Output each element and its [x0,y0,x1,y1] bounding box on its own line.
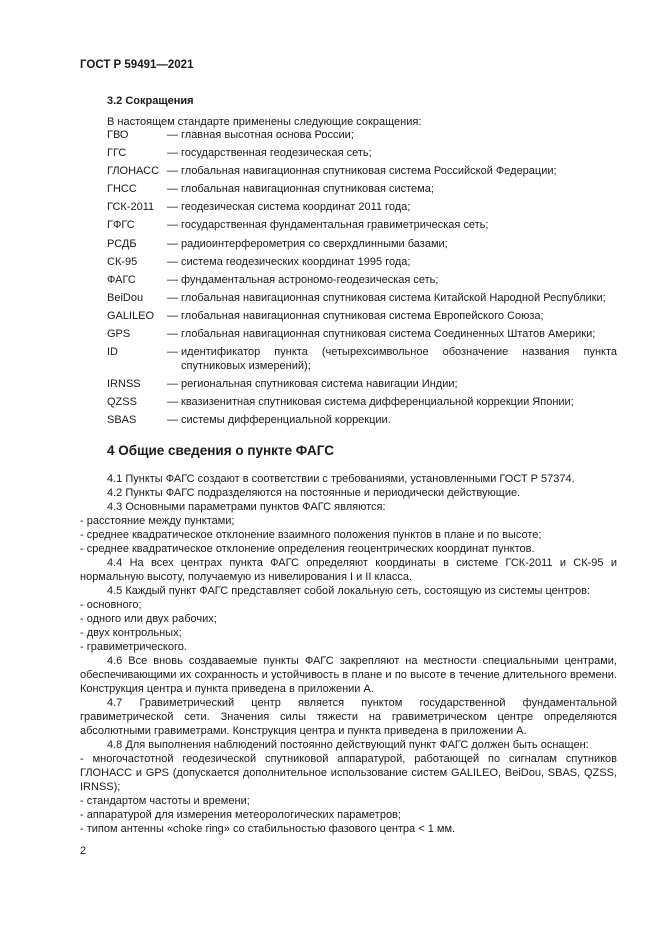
abbreviation-term: SBAS [107,414,137,427]
abbreviation-term: ГГС [107,147,127,160]
abbreviation-row [107,182,617,196]
abbreviation-dash: — [167,291,178,304]
abbreviation-dash: — [167,346,178,359]
abbreviation-list [107,128,617,432]
abbreviation-definition: фундаментальная астрономо-геодезическая сеть; [181,273,439,286]
abbreviation-term: ГНСС [107,183,137,196]
section-3-2-title: 3.2 Сокращения [107,95,194,107]
list-item: - среднее квадратическое отклонение определения геоцентрических координат пунктов. [80,543,535,555]
abbreviation-row [107,146,617,160]
abbreviation-definition: государственная фундаментальная гравиметрическая сеть; [181,219,489,232]
abbreviation-definition: региональная спутниковая система навигации Индии; [181,378,458,391]
abbreviation-row [107,218,617,232]
abbreviation-row [107,273,617,287]
paragraph-4-3: 4.3 Основными параметрами пунктов ФАГС являются: [107,501,386,513]
abbreviation-dash: — [167,129,178,141]
paragraph-4-6: 4.6 Все вновь создаваемые пункты ФАГС закрепляют на местности специальными центрами, обеспечивающими их сохранность и устойчивость в плане и по высоте в течение длительного времени. Конструкция центра и пункта приведена в приложении А. [80,655,617,695]
abbreviation-dash: — [167,414,178,427]
abbreviation-definition: государственная геодезическая сеть; [181,147,372,160]
abbreviation-definition: геодезическая система координат 2011 года; [181,201,411,214]
abbreviation-term: QZSS [107,396,137,409]
abbreviation-definition: глобальная навигационная спутниковая система Соединенных Штатов Америки; [181,328,596,341]
abbreviation-row [107,200,617,214]
abbreviation-definition: системы дифференциальной коррекции. [181,414,391,427]
abbreviation-definition: идентификатор пункта (четырехсимвольное обозначение названия пункта спутниковых измерений); [181,346,617,373]
abbreviation-term: РСДБ [107,237,137,250]
abbreviation-term: ID [107,346,118,359]
abbreviation-row [107,413,617,427]
abbreviation-dash: — [167,183,178,196]
abbreviation-dash: — [167,165,178,178]
abbreviation-row [107,377,617,391]
list-item: - типом антенны «choke ring» со стабильностью фазового центра < 1 мм. [80,823,456,835]
abbreviation-dash: — [167,396,178,409]
paragraph-4-5: 4.5 Каждый пункт ФАГС представляет собой локальную сеть, состоящую из системы центров: [107,585,591,597]
abbreviation-dash: — [167,255,178,268]
abbreviation-row [107,164,617,178]
paragraph-4-2: 4.2 Пункты ФАГС подразделяются на постоянные и периодически действующие. [107,487,521,499]
section-4-title: 4 Общие сведения о пункте ФАГС [107,443,334,458]
abbreviation-dash: — [167,147,178,160]
list-item: - двух контрольных; [80,627,182,639]
abbreviation-dash: — [167,201,178,214]
section-3-2-intro: В настоящем стандарте применены следующие сокращения: [107,116,422,128]
abbreviation-term: СК-95 [107,255,138,268]
abbreviation-row [107,327,617,341]
page-number: 2 [80,845,87,857]
list-item: - стандартом частоты и времени; [80,795,250,807]
abbreviation-row [107,395,617,409]
list-item: - многочастотной геодезической спутниковой аппаратурой, работающей по сигналам спутников ГЛОНАСС и GPS (допускается дополнительное использование систем GALILEO, BeiDou, SBAS, QZSS, IRNSS); [80,753,617,793]
abbreviation-term: BeiDou [107,291,144,304]
paragraph-4-7: 4.7 Гравиметрический центр является пунктом государственной фундаментальной гравиметрической сети. Значения силы тяжести на гравиметрическом центре определяются абсолютными гравиметрами. Конструкция центра и пункта приведена в приложении А. [80,697,617,737]
list-item: - среднее квадратическое отклонение взаимного положения пунктов в плане и по высоте; [80,529,542,541]
abbreviation-row [107,345,617,373]
abbreviation-definition: глобальная навигационная спутниковая система Китайской Народной Республики; [181,291,606,304]
paragraph-4-8: 4.8 Для выполнения наблюдений постоянно действующий пункт ФАГС должен быть оснащен: [107,739,589,751]
abbreviation-definition: глобальная навигационная спутниковая система; [181,183,434,196]
abbreviation-term: GPS [107,328,131,341]
abbreviation-dash: — [167,378,178,391]
abbreviation-row [107,237,617,251]
abbreviation-row [107,291,617,305]
abbreviation-definition: главная высотная основа России; [181,129,354,141]
abbreviation-row [107,309,617,323]
list-item: - гравиметрического. [80,641,187,653]
section-4-body [80,472,617,836]
abbreviation-term: ГФГС [107,219,135,232]
abbreviation-term: GALILEO [107,309,155,322]
abbreviation-definition: система геодезических координат 1995 года; [181,255,411,268]
abbreviation-definition: квазизенитная спутниковая система дифференциальной коррекции Японии; [181,396,574,409]
document-header: ГОСТ Р 59491—2021 [80,59,194,71]
abbreviation-dash: — [167,219,178,232]
abbreviation-dash: — [167,237,178,250]
abbreviation-term: IRNSS [107,378,141,391]
paragraph-4-4: 4.4 На всех центрах пункта ФАГС определяют координаты в системе ГСК-2011 и СК-95 и нормальную высоту, получаемую из нивелирования I и II класса. [80,557,617,583]
abbreviation-definition: глобальная навигационная спутниковая система Европейского Союза; [181,309,544,322]
abbreviation-term: ГЛОНАСС [107,165,160,178]
paragraph-4-1: 4.1 Пункты ФАГС создают в соответствии с требованиями, установленными ГОСТ Р 57374. [107,473,575,485]
list-item: - основного; [80,599,142,611]
abbreviation-term: ГСК-2011 [107,201,155,214]
abbreviation-definition: радиоинтерферометрия со сверхдлинными базами; [181,237,448,250]
abbreviation-dash: — [167,273,178,286]
list-item: - расстояние между пунктами; [80,515,235,527]
abbreviation-row [107,255,617,269]
abbreviation-term: ФАГС [107,273,136,286]
abbreviation-term: ГВО [107,129,129,141]
list-item: - одного или двух рабочих; [80,613,217,625]
abbreviation-row [107,128,617,142]
abbreviation-definition: глобальная навигационная спутниковая система Российской Федерации; [181,165,557,178]
abbreviation-dash: — [167,309,178,322]
list-item: - аппаратурой для измерения метеорологических параметров; [80,809,401,821]
abbreviation-dash: — [167,328,178,341]
